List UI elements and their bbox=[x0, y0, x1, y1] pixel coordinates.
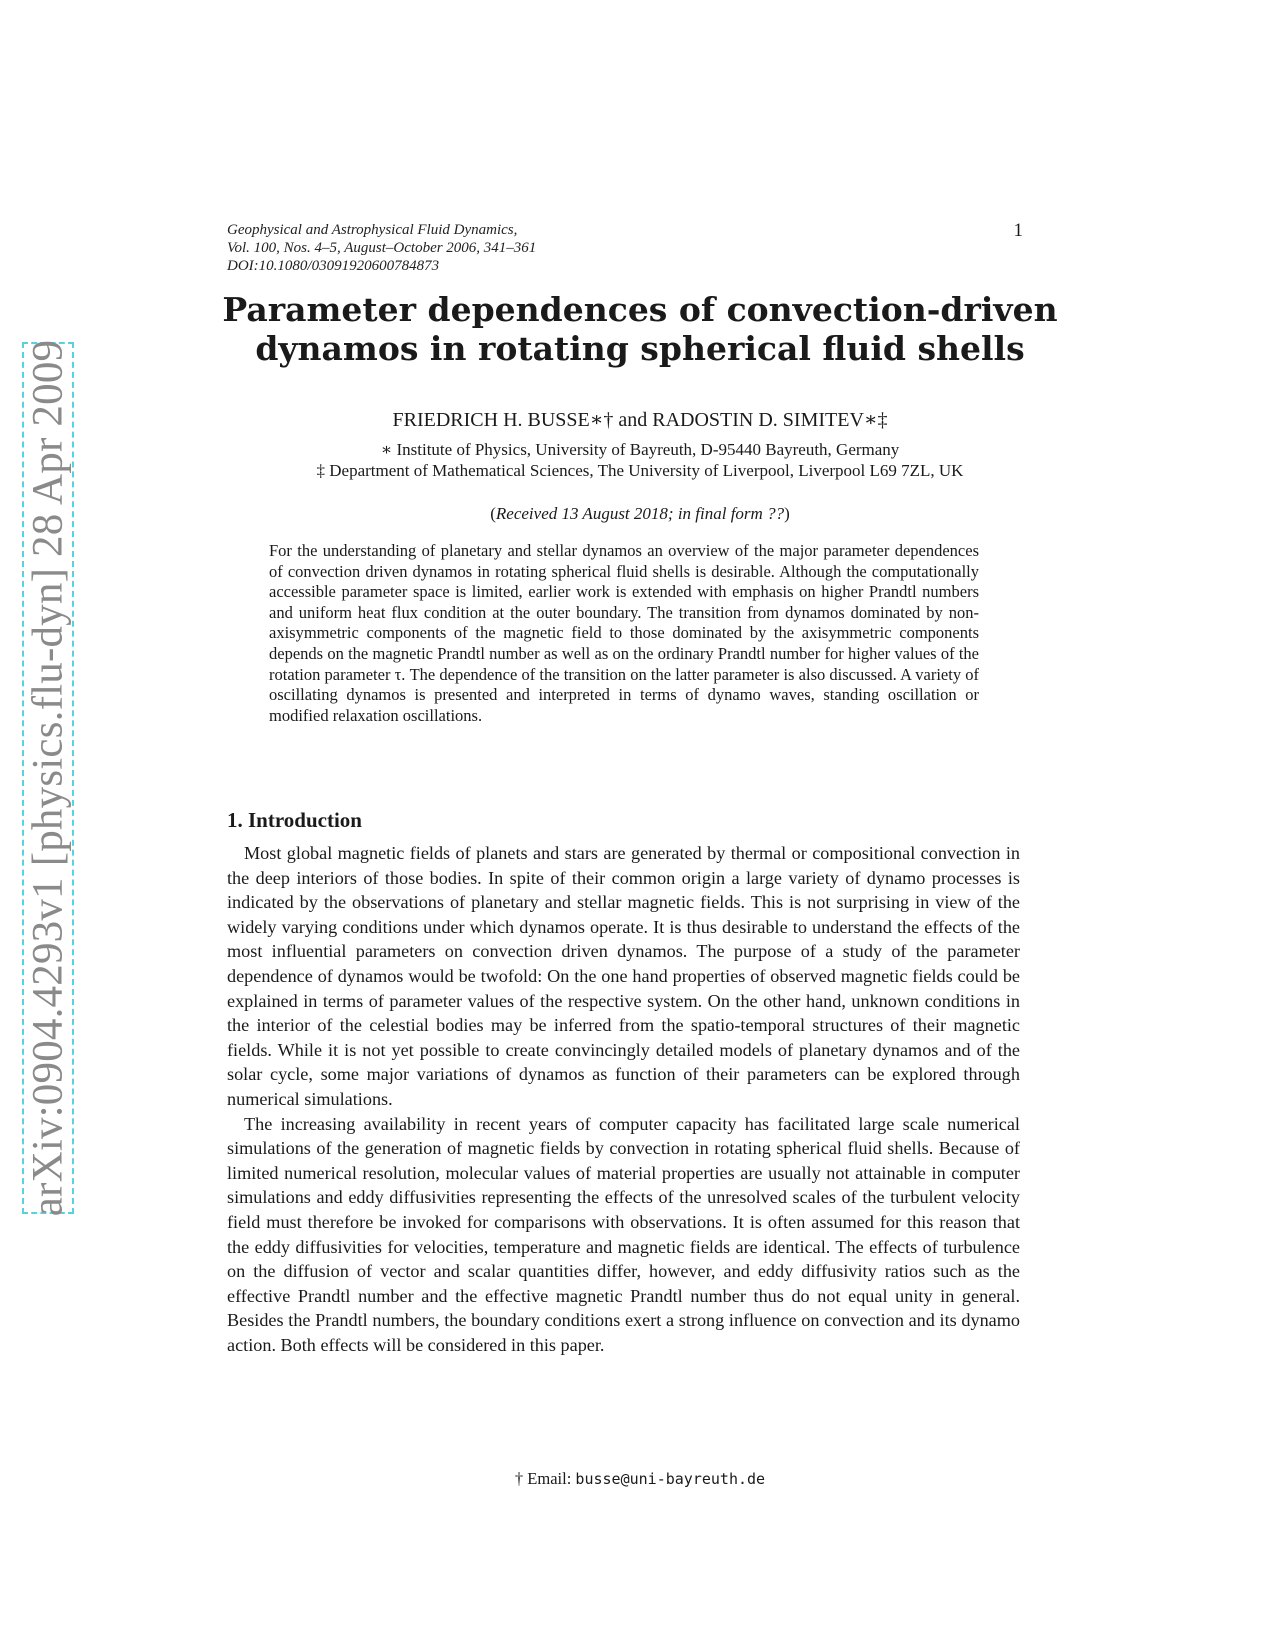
paragraph: The increasing availability in recent years of computer capacity has facilitated large scale numerical simulations of the generation of magnetic fields by convection in rotating spherical fluid shells. Because of limited numerical resolution, molecular values of material properties are usually not attainable in computer simulations and eddy diffusivities representing the effects of the unresolved scales of the turbulent velocity field must therefore be invoked for comparisons with observations. It is often assumed for this reason that the eddy diffusivities for velocities, temperature and magnetic fields are identical. The effects of turbulence on the diffusion of vector and scalar quantities differ, however, and eddy diffusivity ratios such as the effective Prandtl number and the effective magnetic Prandtl number thus do not equal unity in general. Besides the Prandtl numbers, the boundary conditions exert a strong influence on convection and its dynamo action. Both effects will be considered in this paper. bbox=[227, 1113, 1020, 1355]
title-line-1: Parameter dependences of convection-driven bbox=[222, 290, 1058, 329]
affiliation-bayreuth: ∗ Institute of Physics, University of Bayreuth, D-95440 Bayreuth, Germany bbox=[380, 440, 900, 459]
arxiv-identifier-text: arXiv:0904.4293v1 [physics.flu-dyn] 28 Apr 2009 bbox=[24, 339, 72, 1217]
section-heading-introduction: 1. Introduction bbox=[227, 808, 362, 832]
arxiv-identifier-stamp bbox=[22, 339, 74, 1217]
author-list: FRIEDRICH H. BUSSE∗† and RADOSTIN D. SIMITEV∗‡ bbox=[392, 409, 888, 431]
journal-doi: DOI:10.1080/03091920600784873 bbox=[227, 258, 440, 274]
journal-citation bbox=[227, 221, 536, 275]
title-line-2: dynamos in rotating spherical fluid shells bbox=[255, 329, 1025, 368]
journal-volume: Vol. 100, Nos. 4–5, August–October 2006, 341–361 bbox=[227, 240, 537, 256]
email-link[interactable]: busse@uni-bayreuth.de bbox=[575, 1470, 766, 1488]
paragraph: Most global magnetic fields of planets and stars are generated by thermal or compositional convection in the deep interiors of those bodies. In spite of their common origin a large variety of dynamo processes is indicated by the observations of planetary and stellar magnetic fields. This is not surprising in view of the widely varying conditions under which dynamos operate. It is thus desirable to understand the effects of the most influential parameters on convection driven dynamos. The purpose of a study of the parameter dependence of dynamos would be twofold: On the one hand properties of observed magnetic fields could be explained in terms of parameter values of the respective system. On the other hand, unknown conditions in the interior of the celestial bodies may be inferred from the spatio-temporal structures of their magnetic fields. While it is not yet possible to create convincingly detailed models of planetary dynamos and of the solar cycle, some major variations of dynamos as function of their parameters can be explored through numerical simulations. bbox=[227, 843, 1020, 1109]
paper-title bbox=[200, 290, 1080, 368]
affiliation-liverpool: ‡ Department of Mathematical Sciences, The University of Liverpool, Liverpool L69 7ZL, UK bbox=[316, 461, 964, 480]
received-close-paren: ) bbox=[784, 504, 790, 523]
footnote-email bbox=[200, 1469, 1080, 1489]
received-text: Received 13 August 2018; in final form ?? bbox=[495, 504, 785, 523]
journal-name: Geophysical and Astrophysical Fluid Dynamics, bbox=[227, 222, 518, 238]
received-open-paren: ( bbox=[490, 504, 496, 523]
page-number: 1 bbox=[1013, 220, 1023, 241]
introduction-body bbox=[227, 841, 1020, 1357]
footnote-label: † Email: bbox=[514, 1469, 576, 1488]
abstract: For the understanding of planetary and stellar dynamos an overview of the major parameter dependences of convection driven dynamos in rotating spherical fluid shells is desirable. Although the computationally accessible parameter space is limited, earlier work is extended with emphasis on higher Prandtl numbers and uniform heat flux condition at the outer boundary. The transition from dynamos dominated by non-axisymmetric components of the magnetic field to those dominated by the axisymmetric components depends on the magnetic Prandtl number as well as on the ordinary Prandtl number for higher values of the rotation parameter τ. The dependence of the transition on the latter parameter is also discussed. A variety of oscillating dynamos is presented and interpreted in terms of dynamo waves, standing oscillation or modified relaxation oscillations. bbox=[269, 541, 979, 725]
received-date bbox=[200, 504, 1080, 524]
